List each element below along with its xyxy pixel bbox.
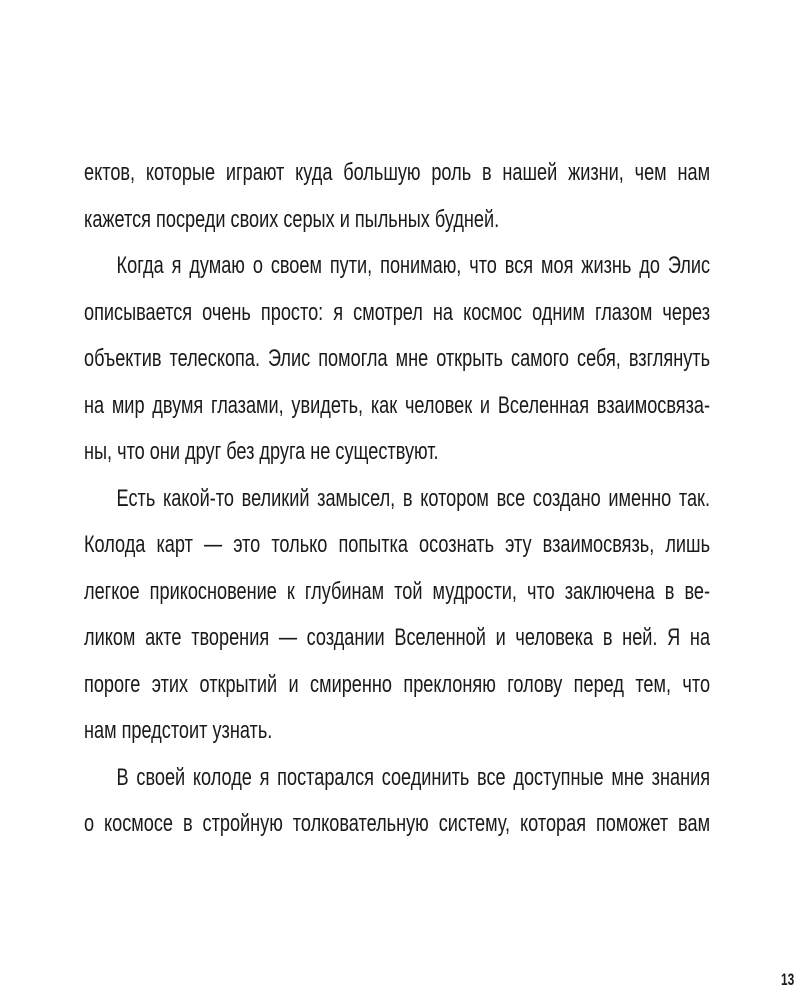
page-number: 13 bbox=[781, 970, 795, 989]
text-line: пороге этих открытий и смиренно преклоняю голову перед тем, что bbox=[84, 670, 711, 698]
text-line: ликом акте творения — создании Вселенной и человека в ней. Я на bbox=[84, 624, 711, 651]
text-line: на мир двумя глазами, увидеть, как человек и Вселенная взаимосвяза- bbox=[84, 391, 711, 419]
text-line: о космосе в стройную толковательную систему, которая поможет вам bbox=[84, 810, 711, 837]
text-line: ектов, которые играют куда большую роль в нашей жизни, чем нам bbox=[84, 159, 711, 186]
body-text bbox=[84, 150, 710, 848]
text-line: кажется посреди своих серых и пыльных будней. bbox=[84, 205, 500, 233]
paragraph-first-line: В своей колоде я постарался соединить все доступные мне знания bbox=[116, 763, 711, 791]
text-line: описывается очень просто: я смотрел на космос одним глазом через bbox=[84, 298, 711, 326]
paragraph-first-line: Есть какой-то великий замысел, в котором все создано именно так. bbox=[116, 484, 711, 512]
text-line: Колода карт — это только попытка осознать эту взаимосвязь, лишь bbox=[84, 531, 711, 558]
text-line: нам предстоит узнать. bbox=[84, 717, 273, 744]
text-line: ны, что они друг без друга не существуют. bbox=[84, 438, 439, 465]
text-line: легкое прикосновение к глубинам той мудрости, что заключена в ве- bbox=[84, 577, 711, 605]
text-line: объектив телескопа. Элис помогла мне открыть самого себя, взглянуть bbox=[84, 345, 711, 372]
paragraph-first-line: Когда я думаю о своем пути, понимаю, что вся моя жизнь до Элис bbox=[116, 252, 711, 279]
